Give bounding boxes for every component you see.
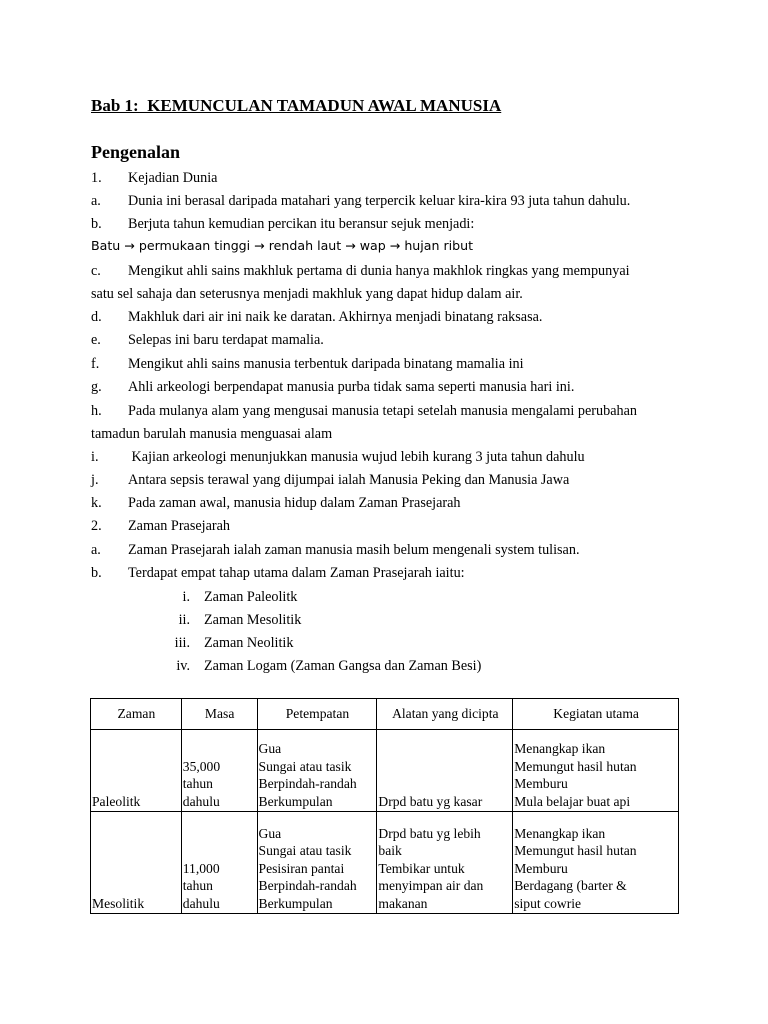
roman-marker: ii. — [178, 612, 190, 628]
cell-line: Drpd batu yg lebih — [378, 825, 481, 841]
cell-line: 35,000 — [182, 758, 221, 774]
item-marker: 2. — [91, 518, 102, 534]
section-heading: Pengenalan — [91, 142, 181, 162]
roman-marker: iii. — [174, 635, 190, 651]
text-line — [91, 518, 230, 535]
cell-zaman: Mesolitik — [91, 812, 182, 914]
item-text: Mengikut ahli sains manusia terbentuk daripada binatang mamalia ini — [128, 356, 524, 372]
cell-line: dahulu — [182, 895, 220, 911]
item-marker: c. — [91, 263, 101, 279]
table-header-row — [91, 699, 679, 730]
item-marker: g. — [91, 379, 102, 395]
cell-line: Sungai atau tasik — [258, 758, 352, 774]
cell-line: tahun — [182, 878, 213, 893]
item-text: Batu → permukaan tinggi → rendah laut → wap → hujan ribut — [91, 238, 474, 253]
roman-item — [150, 635, 293, 652]
text-line — [91, 542, 580, 559]
text-line — [91, 449, 585, 466]
item-marker: i. — [91, 449, 99, 465]
text-line — [91, 379, 574, 396]
header-petempatan: Petempatan — [257, 699, 377, 730]
cell-line: Memburu — [514, 860, 568, 876]
cell-line: siput cowrie — [514, 895, 582, 911]
cell-line: Berkumpulan — [258, 793, 333, 809]
item-marker: d. — [91, 309, 102, 325]
header-masa: Masa — [181, 699, 257, 730]
text-line — [91, 238, 473, 253]
cell-line: menyimpan air dan — [378, 878, 484, 893]
chapter-title: Bab 1: KEMUNCULAN TAMADUN AWAL MANUSIA — [91, 96, 502, 115]
cell-masa — [181, 730, 257, 812]
item-text: tamadun barulah manusia menguasai alam — [91, 426, 333, 442]
cell-line: Menangkap ikan — [514, 825, 606, 841]
item-marker: b. — [91, 216, 102, 232]
text-line — [91, 263, 630, 280]
text-line — [91, 332, 324, 349]
item-text: Kajian arkeologi menunjukkan manusia wujud lebih kurang 3 juta tahun dahulu — [128, 449, 585, 465]
text-line — [91, 356, 524, 373]
cell-line: Menangkap ikan — [514, 741, 606, 756]
cell-line: Drpd batu yg kasar — [378, 793, 483, 809]
text-line — [91, 193, 630, 210]
roman-text: Zaman Paleolitk — [204, 589, 298, 605]
header-alatan: Alatan yang dicipta — [377, 699, 513, 730]
roman-text: Zaman Mesolitik — [204, 612, 302, 628]
item-text: satu sel sahaja dan seterusnya menjadi makhluk yang dapat hidup dalam air. — [91, 286, 523, 302]
cell-line: tahun — [182, 776, 213, 791]
cell-petempatan — [257, 730, 377, 812]
item-marker: h. — [91, 403, 102, 419]
roman-marker: iv. — [176, 658, 190, 674]
cell-line: makanan — [378, 895, 428, 911]
cell-alatan — [377, 730, 513, 812]
cell-line: Gua — [258, 825, 282, 841]
item-marker: e. — [91, 332, 101, 348]
cell-line: Berdagang (barter & — [514, 878, 627, 893]
cell-line: Berpindah-randah — [258, 776, 357, 791]
header-kegiatan: Kegiatan utama — [513, 699, 679, 730]
cell-masa — [181, 812, 257, 914]
cell-zaman: Paleolitk — [91, 730, 182, 812]
cell-line: Memungut hasil hutan — [514, 843, 637, 858]
cell-line: Berpindah-randah — [258, 878, 357, 893]
text-line — [91, 426, 332, 443]
cell-kegiatan — [513, 812, 679, 914]
roman-marker: i. — [182, 589, 190, 605]
text-line — [91, 495, 461, 512]
item-text: Zaman Prasejarah ialah zaman manusia masih belum mengenali system tulisan. — [128, 542, 580, 558]
roman-item — [150, 612, 301, 629]
text-line — [91, 565, 465, 582]
cell-line: Tembikar untuk — [378, 860, 465, 876]
item-text: Mengikut ahli sains makhluk pertama di dunia hanya makhlok ringkas yang mempunyai — [128, 263, 630, 279]
text-line — [91, 403, 637, 420]
item-text: Antara sepsis terawal yang dijumpai ialah Manusia Peking dan Manusia Jawa — [128, 472, 570, 488]
cell-line: Mula belajar buat api — [514, 793, 631, 809]
cell-kegiatan — [513, 730, 679, 812]
item-marker: k. — [91, 495, 102, 511]
item-marker: 1. — [91, 170, 102, 186]
item-text: Pada mulanya alam yang mengusai manusia tetapi setelah manusia mengalami perubahan — [128, 403, 638, 419]
cell-line: Memungut hasil hutan — [514, 758, 637, 774]
item-text: Dunia ini berasal daripada matahari yang terpercik keluar kira-kira 93 juta tahun dahulu. — [128, 193, 631, 209]
cell-petempatan — [257, 812, 377, 914]
cell-line: Memburu — [514, 776, 568, 791]
cell-line: baik — [378, 843, 402, 858]
text-line — [91, 472, 569, 489]
roman-text: Zaman Neolitik — [204, 635, 294, 651]
cell-line: dahulu — [182, 793, 220, 809]
item-text: Kejadian Dunia — [128, 170, 218, 186]
text-line — [91, 286, 523, 303]
item-text: Terdapat empat tahap utama dalam Zaman Prasejarah iaitu: — [128, 565, 465, 581]
cell-line: Sungai atau tasik — [258, 843, 352, 858]
cell-line: Pesisiran pantai — [258, 860, 345, 876]
cell-line: Berkumpulan — [258, 895, 333, 911]
item-text: Berjuta tahun kemudian percikan itu beransur sejuk menjadi: — [128, 216, 475, 232]
item-marker: a. — [91, 193, 101, 209]
cell-line: Gua — [258, 741, 282, 756]
item-text: Pada zaman awal, manusia hidup dalam Zaman Prasejarah — [128, 495, 461, 511]
item-marker: b. — [91, 565, 102, 581]
item-marker: a. — [91, 542, 101, 558]
item-marker: f. — [91, 356, 100, 372]
prehistory-table — [90, 698, 679, 914]
item-text: Makhluk dari air ini naik ke daratan. Akhirnya menjadi binatang raksasa. — [128, 309, 543, 325]
item-text: Zaman Prasejarah — [128, 518, 231, 534]
roman-text: Zaman Logam (Zaman Gangsa dan Zaman Besi) — [204, 658, 482, 674]
item-marker: j. — [91, 472, 99, 488]
item-text: Ahli arkeologi berpendapat manusia purba tidak sama seperti manusia hari ini. — [128, 379, 575, 395]
text-line — [91, 216, 474, 233]
text-line — [91, 309, 542, 326]
cell-line: 11,000 — [182, 860, 220, 876]
cell-alatan — [377, 812, 513, 914]
table-row — [91, 730, 679, 812]
text-line — [91, 170, 217, 187]
item-text: Selepas ini baru terdapat mamalia. — [128, 332, 324, 348]
roman-item — [150, 658, 481, 675]
table-row — [91, 812, 679, 914]
header-zaman: Zaman — [91, 699, 182, 730]
roman-item — [150, 589, 297, 606]
